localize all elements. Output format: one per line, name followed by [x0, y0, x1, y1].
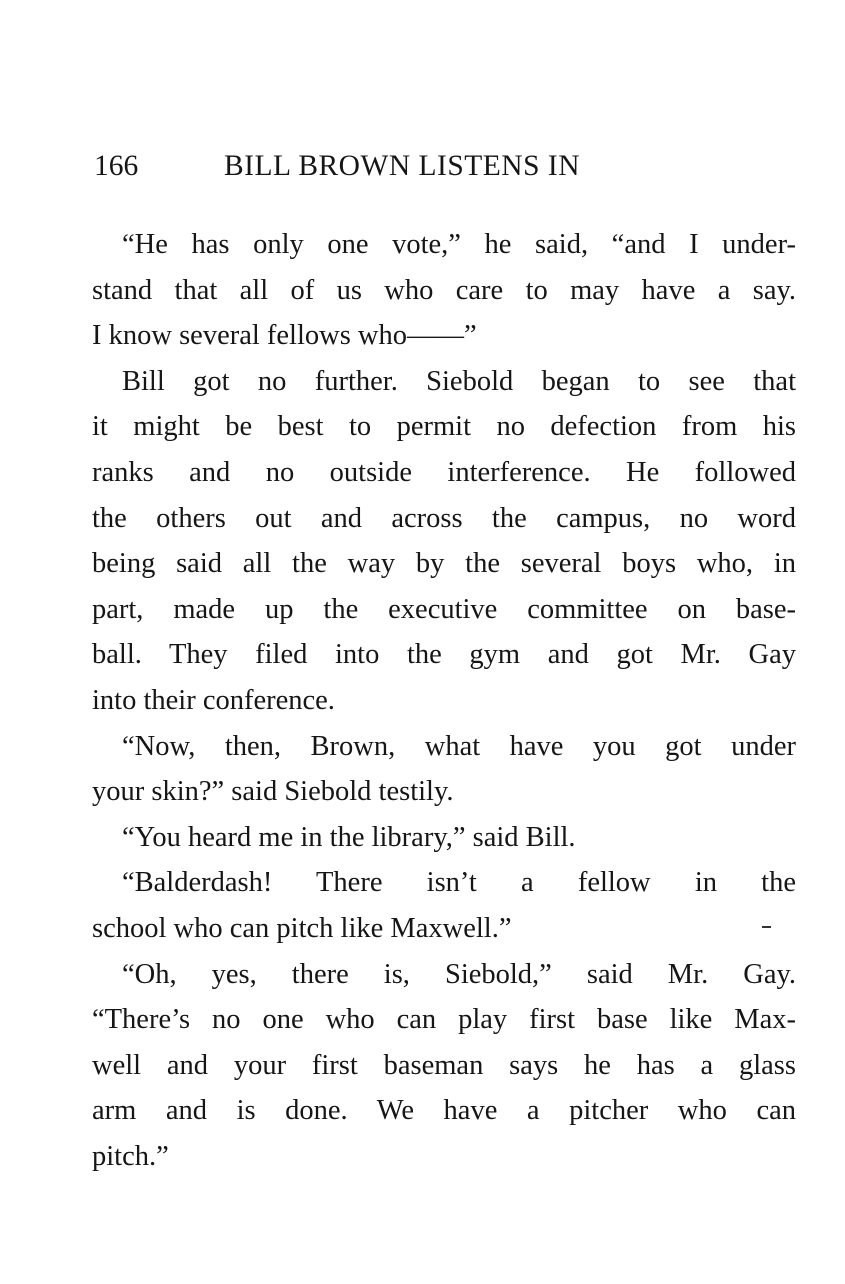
text-line: pitch.”	[92, 1140, 169, 1172]
running-title: BILL BROWN LISTENS IN	[224, 150, 581, 182]
text-line: “You heard me in the library,” said Bill.	[122, 821, 576, 853]
text-line: “He has only one vote,” he said, “and I under-	[122, 229, 796, 260]
text-line: “There’s no one who can play first base like Max-	[92, 1004, 796, 1036]
text-line: it might be best to permit no defection from his	[92, 411, 796, 443]
text-line: school who can pitch like Maxwell.”	[92, 912, 512, 944]
text-line: “Oh, yes, there is, Siebold,” said Mr. Gay.	[122, 958, 796, 990]
text-line: into their conference.	[92, 684, 335, 716]
print-speck	[762, 926, 771, 928]
text-line: well and your first baseman says he has a glass	[92, 1049, 796, 1081]
text-line: your skin?” said Siebold testily.	[92, 776, 454, 808]
running-header	[94, 146, 794, 186]
text-line: part, made up the executive committee on base-	[92, 593, 796, 625]
text-line: “Balderdash! There isn’t a fellow in the	[122, 867, 796, 899]
text-line: I know several fellows who——”	[92, 320, 477, 352]
text-line: the others out and across the campus, no word	[92, 502, 796, 534]
page-number: 166	[94, 150, 139, 182]
text-line: stand that all of us who care to may have a say.	[92, 274, 796, 306]
text-line: being said all the way by the several boys who, in	[92, 548, 796, 580]
page-body	[92, 222, 796, 1179]
text-line: ball. They filed into the gym and got Mr. Gay	[92, 639, 796, 671]
text-line: “Now, then, Brown, what have you got under	[122, 730, 796, 762]
text-line: arm and is done. We have a pitcher who can	[92, 1095, 796, 1127]
text-line: Bill got no further. Siebold began to see that	[122, 365, 796, 397]
text-line: ranks and no outside interference. He followed	[92, 456, 796, 488]
